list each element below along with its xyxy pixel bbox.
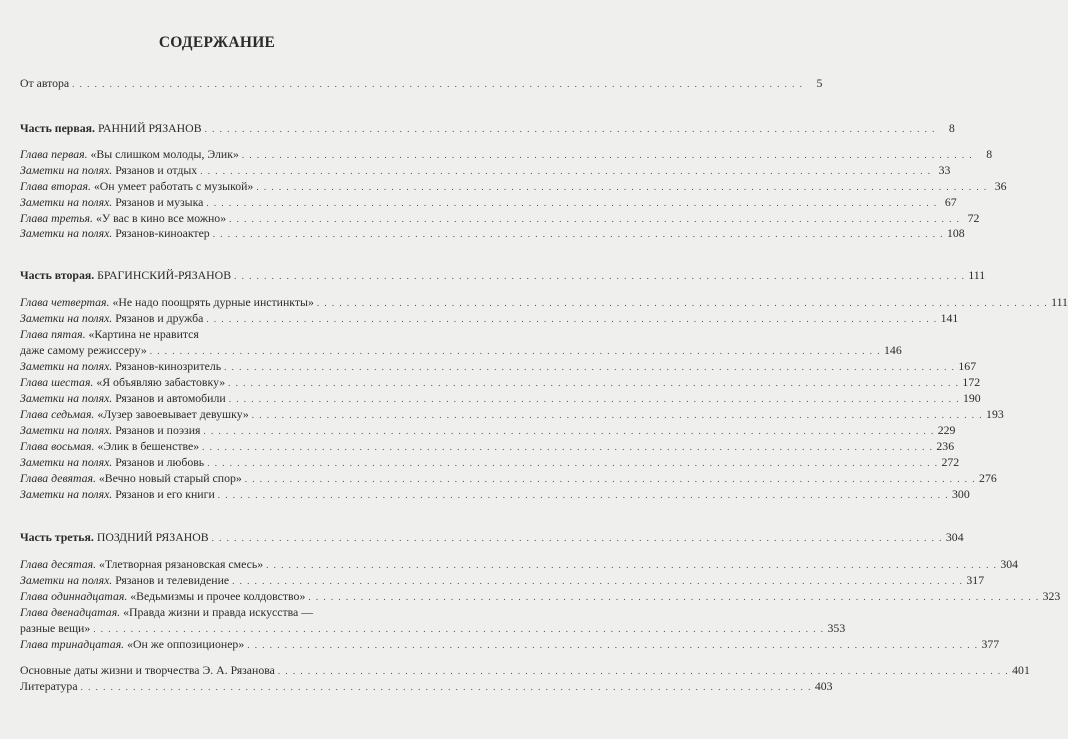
entry-text: «Он же оппозиционер» <box>127 637 245 651</box>
page-number: 141 <box>940 311 959 325</box>
page-number: 317 <box>966 573 985 587</box>
entry-heading: Заметки на полях. <box>20 423 113 437</box>
entry-heading: Заметки на полях. <box>20 311 113 325</box>
toc-entry <box>20 179 1007 194</box>
toc-entry <box>20 573 985 588</box>
page-number: 377 <box>981 637 1000 651</box>
entry-text: «Тлетворная рязановская смесь» <box>99 557 264 571</box>
page-number: 167 <box>958 359 977 373</box>
dot-leader <box>247 638 978 652</box>
dot-leader <box>206 196 937 210</box>
entry-text: Рязанов и его книги <box>115 487 215 501</box>
entry-text: «Элик в бешенстве» <box>97 439 200 453</box>
page-number: 403 <box>814 679 833 693</box>
dot-leader <box>232 574 963 588</box>
entry-text: Рязанов-кинозритель <box>115 359 222 373</box>
toc-row-intro <box>20 76 823 91</box>
entry-text: Рязанов и поэзия <box>115 423 201 437</box>
dot-leader <box>234 269 965 283</box>
dot-leader <box>207 456 938 470</box>
entry-heading: Заметки на полях. <box>20 195 113 209</box>
dot-leader <box>252 408 983 422</box>
entry-text: «Картина не нравится <box>88 327 199 341</box>
entry-heading: Глава девятая. <box>20 471 96 485</box>
page-number: 401 <box>1012 663 1030 677</box>
page-number: 8 <box>986 147 993 161</box>
entry-text: Рязанов и любовь <box>115 455 205 469</box>
page-number: 353 <box>827 621 846 635</box>
entry-heading: Глава вторая. <box>20 179 91 193</box>
toc-entry <box>20 295 1068 310</box>
entry-text: Рязанов и музыка <box>115 195 204 209</box>
page-number: 304 <box>1000 557 1019 571</box>
dot-leader <box>242 148 973 162</box>
entry-text: Литература <box>20 679 78 693</box>
dot-leader <box>93 622 824 636</box>
entry-heading: Глава двенадцатая. <box>20 605 121 619</box>
toc-entry <box>20 147 993 162</box>
toc-entry <box>20 195 957 210</box>
entry-heading: Глава одиннадцатая. <box>20 589 128 603</box>
dot-leader <box>308 590 1039 604</box>
entry-heading: Глава третья. <box>20 211 93 225</box>
dot-leader <box>317 296 1048 310</box>
entry-heading: Глава восьмая. <box>20 439 95 453</box>
dot-leader <box>213 227 944 241</box>
toc-entry <box>20 407 1004 422</box>
entry-text: «Вечно новый старый спор» <box>98 471 242 485</box>
toc-entry <box>20 211 980 226</box>
toc-entry <box>20 557 1019 572</box>
entry-text: «Вы слишком молоды, Элик» <box>90 147 239 161</box>
page-number: 236 <box>936 439 955 453</box>
part-name: РАННИЙ РЯЗАНОВ <box>97 121 202 135</box>
page-number: 146 <box>884 343 902 357</box>
page-number: 172 <box>962 375 981 389</box>
part-label: Часть третья. <box>20 530 94 544</box>
toc-entry-wrapped <box>20 327 408 341</box>
toc-entry <box>20 621 846 636</box>
entry-text: «Он умеет работать с музыкой» <box>93 179 254 193</box>
dot-leader <box>205 122 936 136</box>
entry-text: От автора <box>20 76 70 90</box>
entry-text: даже самому режиссеру» <box>20 343 147 357</box>
dot-leader <box>245 472 976 486</box>
dot-leader <box>81 680 812 694</box>
page-number: 276 <box>979 471 997 485</box>
page-number: 111 <box>968 268 986 282</box>
toc-entry <box>20 471 997 486</box>
entry-text: «Ведьмизмы и прочее колдовство» <box>130 589 306 603</box>
dot-leader <box>203 424 934 438</box>
toc-entry <box>20 455 960 470</box>
dot-leader <box>202 440 933 454</box>
dot-leader <box>256 180 987 194</box>
dot-leader <box>229 392 960 406</box>
entry-heading: Глава шестая. <box>20 375 94 389</box>
entry-heading: Заметки на полях. <box>20 573 113 587</box>
dot-leader <box>266 558 997 572</box>
entry-text: Основные даты жизни и творчества Э. А. Рязанова <box>20 663 275 677</box>
part-label: Часть вторая. <box>20 268 95 282</box>
page-number: 323 <box>1042 589 1061 603</box>
page-number: 272 <box>941 455 960 469</box>
entry-heading: Заметки на полях. <box>20 391 113 405</box>
toc-part-3 <box>20 530 964 545</box>
toc-entry <box>20 359 977 374</box>
entry-heading: Заметки на полях. <box>20 226 113 240</box>
toc-entry <box>20 439 955 454</box>
page-title: СОДЕРЖАНИЕ <box>158 34 276 51</box>
page-number: 190 <box>962 391 981 405</box>
page-number: 229 <box>937 423 956 437</box>
page-number: 5 <box>816 76 823 90</box>
toc-part-1 <box>20 121 955 136</box>
part-label: Часть первая. <box>20 121 95 135</box>
entry-heading: Заметки на полях. <box>20 359 113 373</box>
page-number: 36 <box>994 179 1007 193</box>
toc-entry <box>20 163 951 178</box>
page-number: 33 <box>938 163 951 177</box>
entry-heading: Заметки на полях. <box>20 455 113 469</box>
toc-entry <box>20 375 981 390</box>
entry-text: «У вас в кино все можно» <box>95 211 227 225</box>
dot-leader <box>228 376 959 390</box>
dot-leader <box>206 312 937 326</box>
entry-text: Рязанов и телевидение <box>115 573 230 587</box>
page-number: 111 <box>1051 295 1068 309</box>
entry-text: «Не надо поощрять дурные инстинкты» <box>112 295 314 309</box>
entry-text: разные вещи» <box>20 621 91 635</box>
entry-heading: Глава седьмая. <box>20 407 95 421</box>
entry-text: Рязанов и дружба <box>115 311 204 325</box>
entry-text: «Правда жизни и правда искусства — <box>123 605 314 619</box>
toc-entry <box>20 226 965 241</box>
page-number: 300 <box>952 487 970 501</box>
page-number: 8 <box>948 121 955 135</box>
dot-leader <box>72 77 803 91</box>
toc-entry <box>20 487 970 502</box>
toc-part-2 <box>20 268 986 283</box>
dot-leader <box>278 664 1009 678</box>
entry-text: «Я объявляю забастовку» <box>96 375 226 389</box>
entry-text: Рязанов и отдых <box>115 163 198 177</box>
toc-appendix-row <box>20 679 833 694</box>
entry-heading: Глава десятая. <box>20 557 97 571</box>
toc-entry <box>20 637 1000 652</box>
entry-heading: Заметки на полях. <box>20 163 113 177</box>
dot-leader <box>200 164 931 178</box>
entry-heading: Глава пятая. <box>20 327 86 341</box>
part-name: ПОЗДНИЙ РЯЗАНОВ <box>96 530 209 544</box>
entry-text: Рязанов и автомобили <box>115 391 226 405</box>
toc-entry <box>20 589 1061 604</box>
dot-leader <box>150 344 881 358</box>
page-number: 193 <box>986 407 1004 421</box>
dot-leader <box>229 212 960 226</box>
toc-entry <box>20 423 956 438</box>
toc-appendix-row <box>20 663 1030 678</box>
entry-heading: Заметки на полях. <box>20 487 113 501</box>
toc-entry <box>20 343 902 358</box>
page-number: 304 <box>945 530 964 544</box>
toc-entry <box>20 391 981 406</box>
dot-leader <box>212 531 943 545</box>
entry-heading: Глава четвертая. <box>20 295 110 309</box>
entry-heading: Глава тринадцатая. <box>20 637 125 651</box>
entry-heading: Глава первая. <box>20 147 88 161</box>
toc-entry <box>20 311 959 326</box>
dot-leader <box>224 360 955 374</box>
entry-text: «Лузер завоевывает девушку» <box>97 407 249 421</box>
part-name: БРАГИНСКИЙ-РЯЗАНОВ <box>97 268 232 282</box>
page-number: 72 <box>967 211 980 225</box>
dot-leader <box>218 488 949 502</box>
toc-entry-wrapped <box>20 605 408 619</box>
page-number: 67 <box>944 195 957 209</box>
entry-text: Рязанов-киноактер <box>115 226 210 240</box>
page-number: 108 <box>946 226 965 240</box>
